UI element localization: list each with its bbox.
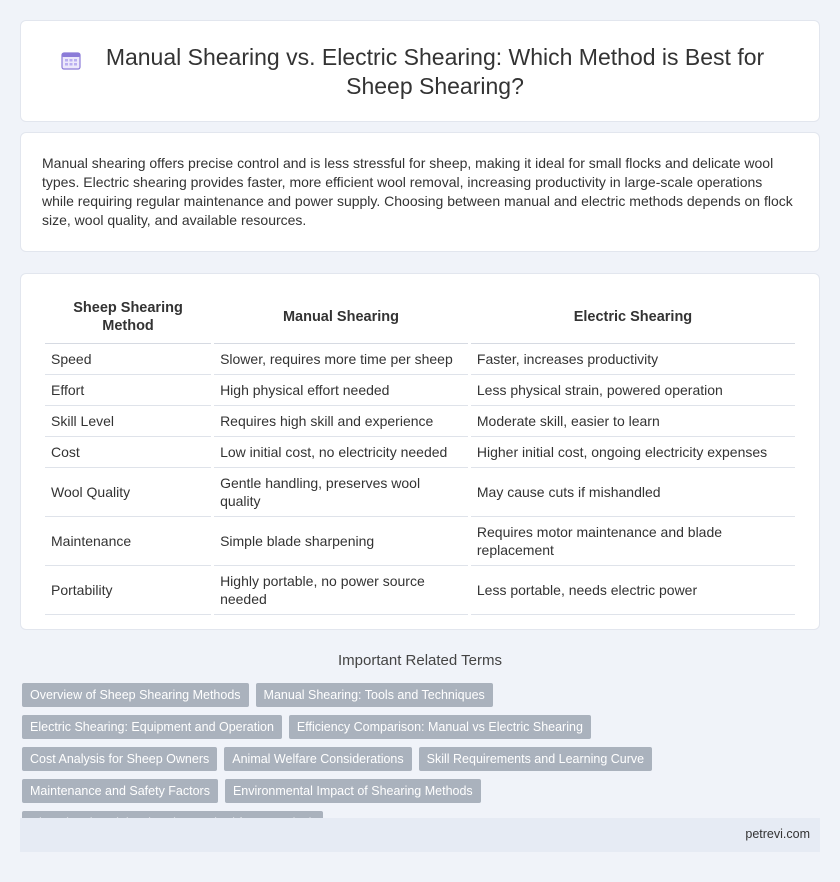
- related-term-tag[interactable]: Environmental Impact of Shearing Methods: [225, 779, 481, 803]
- table-cell: Requires motor maintenance and blade replacement: [471, 517, 795, 566]
- table-cell: Maintenance: [45, 517, 211, 566]
- intro-card: [20, 132, 820, 252]
- table-cell: Skill Level: [45, 406, 211, 437]
- table-cell: Slower, requires more time per sheep: [214, 344, 468, 375]
- table-row: [45, 566, 795, 615]
- table-cell: Gentle handling, preserves wool quality: [214, 468, 468, 517]
- table-cell: High physical effort needed: [214, 375, 468, 406]
- table-cell: Faster, increases productivity: [471, 344, 795, 375]
- title-card: [20, 20, 820, 122]
- table-cell: May cause cuts if mishandled: [471, 468, 795, 517]
- table-header: Manual Shearing: [214, 293, 468, 344]
- table-row: [45, 468, 795, 517]
- table-cell: Effort: [45, 375, 211, 406]
- comparison-table: [42, 293, 798, 615]
- page-title: Manual Shearing vs. Electric Shearing: Which Method is Best for Sheep Shearing?: [105, 44, 765, 99]
- related-term-tag[interactable]: Cost Analysis for Sheep Owners: [22, 747, 217, 771]
- table-row: [45, 437, 795, 468]
- table-cell: Speed: [45, 344, 211, 375]
- table-cell: Moderate skill, easier to learn: [471, 406, 795, 437]
- table-row: [45, 406, 795, 437]
- table-cell: Less physical strain, powered operation: [471, 375, 795, 406]
- footer: [20, 818, 820, 852]
- table-header: Electric Shearing: [471, 293, 795, 344]
- table-cell: Low initial cost, no electricity needed: [214, 437, 468, 468]
- table-cell: Simple blade sharpening: [214, 517, 468, 566]
- table-row: [45, 375, 795, 406]
- table-cell: Cost: [45, 437, 211, 468]
- related-terms-list: [22, 683, 742, 835]
- table-cell: Higher initial cost, ongoing electricity expenses: [471, 437, 795, 468]
- table-cell: Highly portable, no power source needed: [214, 566, 468, 615]
- table-cell: Wool Quality: [45, 468, 211, 517]
- table-row: [45, 344, 795, 375]
- related-term-tag[interactable]: Maintenance and Safety Factors: [22, 779, 218, 803]
- table-cell: Less portable, needs electric power: [471, 566, 795, 615]
- footer-site-link[interactable]: petrevi.com: [745, 827, 810, 841]
- table-header-row: [45, 293, 795, 344]
- related-term-tag[interactable]: Manual Shearing: Tools and Techniques: [256, 683, 493, 707]
- related-term-tag[interactable]: Skill Requirements and Learning Curve: [419, 747, 652, 771]
- comparison-table-card: [20, 273, 820, 630]
- table-cell: Requires high skill and experience: [214, 406, 468, 437]
- table-row: [45, 517, 795, 566]
- table-cell: Portability: [45, 566, 211, 615]
- table-header: Sheep Shearing Method: [45, 293, 211, 344]
- related-term-tag[interactable]: Electric Shearing: Equipment and Operation: [22, 715, 282, 739]
- intro-paragraph: Manual shearing offers precise control and is less stressful for sheep, making it ideal for small flocks and delicate wool types. Electric shearing provides faster, more efficient wool removal, increasing productivity in large-scale operations while requiring regular maintenance and power supply. Choosing between manual and electric methods depends on flock size, wool quality, and available resources.: [42, 155, 793, 228]
- related-term-tag[interactable]: Animal Welfare Considerations: [224, 747, 411, 771]
- related-term-tag[interactable]: Overview of Sheep Shearing Methods: [22, 683, 249, 707]
- related-terms-title: Important Related Terms: [338, 652, 502, 669]
- related-term-tag[interactable]: Efficiency Comparison: Manual vs Electric Shearing: [289, 715, 591, 739]
